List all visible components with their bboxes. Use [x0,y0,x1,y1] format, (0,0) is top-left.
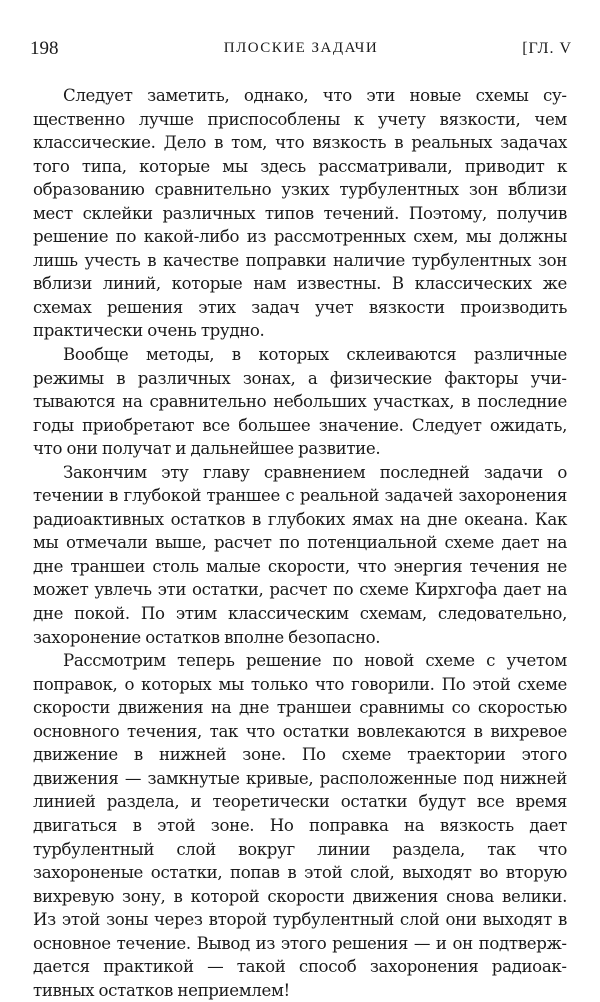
running-title: ПЛОСКИЕ ЗАДАЧИ [223,40,379,56]
page-number: 198 [30,38,59,59]
paragraph-3: Закончим эту главу сравнением последней задачи о течении в глубокой траншее с реальной задачей захоронения радиоактивных остатков в глубоких ямах на дне океана. Как мы отмечали выше, расчет по потенциальной схеме дает на дне траншеи столь малые скорости, что энергия течения не может увлечь эти остатки, расчет по схеме Кирхгофа дает на дне покой. По этим классическим схемам, следовательно, захоронение остатков вполне безопасно. [33,462,567,647]
page-header [30,38,572,64]
paragraph-4: Рассмотрим теперь решение по новой схеме с учетом поправок, о которых мы только что говорили. По этой схеме скорости движения на дне траншеи сравнимы со скоростью основного течения, так что остатки вовлекаются в вихревое движение в нижней зоне. По схеме траектории этого движения — замкнутые кривые, расположенные под нижней линией раздела, и теоретически остатки будут все время двигаться в этой зоне. Но поправка на вязкость дает турбулентный слой вокруг линии раздела, так что захороненые остатки, попав в этой слой, выходят во вторую вихревую зону, в которой скорости движения снова велики. Из этой зоны через второй турбулентный слой они выходят в основное течение. Вывод из этого решения — и он подтверждается практикой — такой способ захоронения радиоактивных остатков неприемлем! [33,651,567,1000]
paragraph-1: Следует заметить, однако, что эти новые схемы существенно лучше приспособлены к учету вязкости, чем классические. Дело в том, что вязкость в реальных задачах того типа, которые мы здесь рассматривали, приводит к образованию сравнительно узких турбулентных зон вблизи мест склейки различных типов течений. Поэтому, получив решение по какой-либо из рассмотренных схем, мы должны лишь учесть в качестве поправки наличие турбулентных зон вблизи линий, которые нам известны. В классических же схемах решения этих задач учет вязкости производить практически очень трудно. [33,86,567,341]
chapter-label: [ГЛ. V [522,40,572,57]
body-text [33,84,567,1002]
paragraph-2: Вообще методы, в которых склеиваются различные режимы в различных зонах, а физические факторы учитываются на сравнительно небольших участках, в последние годы приобретают все большее значение. Следует ожидать, что они получат и дальнейшее развитие. [33,345,567,459]
